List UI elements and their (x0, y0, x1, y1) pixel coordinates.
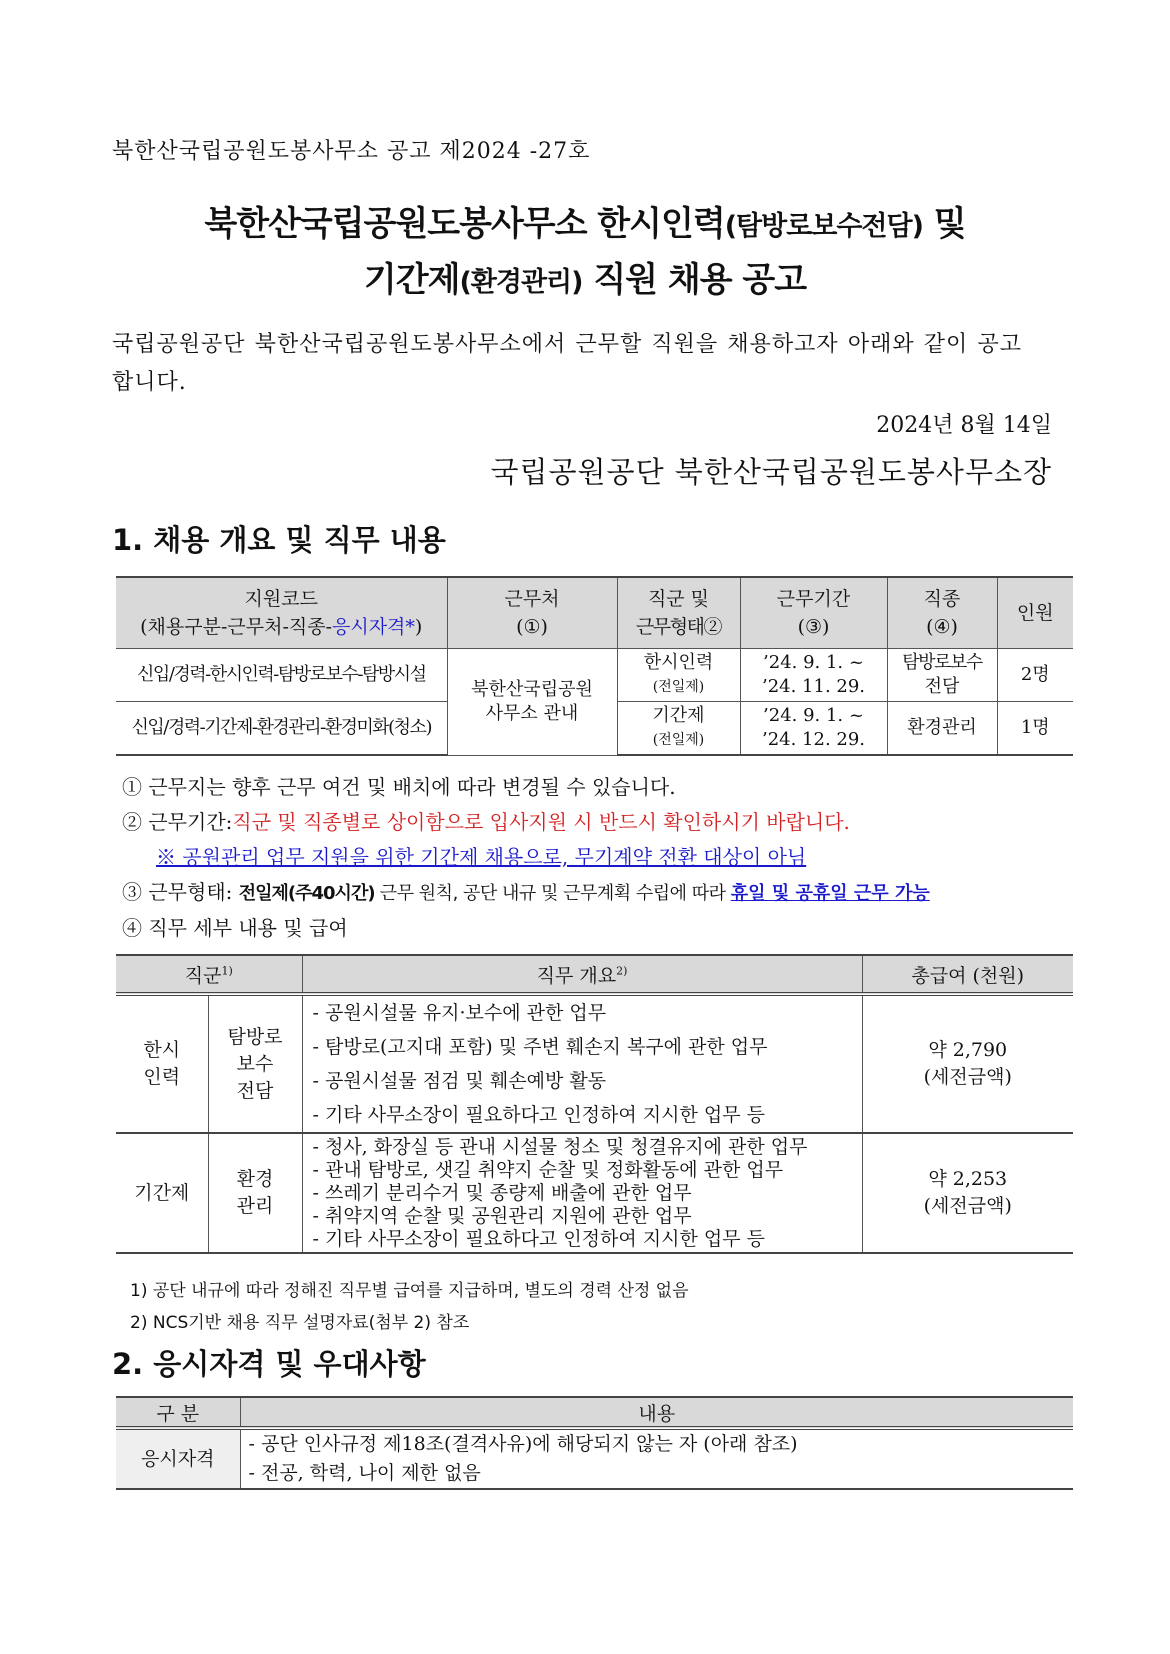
text: ’24. 9. 1. ~ (763, 705, 864, 726)
signer: 국립공원공단 북한산국립공원도봉사무소장 (490, 455, 1052, 489)
text: 근무형태② (636, 616, 721, 638)
header-code-line1: 지원코드 (244, 588, 318, 610)
header-code (116, 577, 447, 649)
text: 직종 (923, 588, 961, 610)
text: ③ 근무형태: (122, 880, 239, 904)
header-code-line2 (116, 613, 447, 641)
recruitment-overview-table (116, 576, 1073, 756)
cell-duties (302, 1133, 862, 1253)
text: ’24. 11. 29. (761, 676, 866, 697)
text: ② 근무기간: (122, 810, 233, 834)
title-part: 및 (922, 204, 966, 244)
text: (④) (926, 616, 958, 638)
text: 사무소 관내 (485, 702, 579, 724)
cell-jobgroup (617, 702, 740, 756)
cell-type (208, 1133, 302, 1253)
table-row (116, 1133, 1073, 1253)
title-part: 북한산국립공원도봉사무소 한시인력 (204, 204, 725, 244)
text: (전일제) (652, 679, 705, 695)
page-title-line2 (0, 252, 1170, 301)
cell-workplace (447, 649, 617, 756)
table-header-row (116, 577, 1073, 649)
text-blue: 응시자격* (332, 616, 415, 638)
footnote-ref: 1) (221, 964, 233, 978)
salary-note: (세전금액) (923, 1195, 1012, 1217)
footnote-2: 2) NCS기반 채용 직무 설명자료(첨부 2) 참조 (130, 1313, 470, 1333)
header-jobgroup (617, 577, 740, 649)
salary-note: (세전금액) (923, 1066, 1012, 1088)
text: 근무처 (504, 588, 560, 610)
cell-code: 신입/경력-기간제-환경관리-환경미화(청소) (116, 702, 447, 756)
text: 근무기간 (776, 588, 851, 610)
cell-duties (302, 994, 862, 1133)
text: 관리 (236, 1195, 274, 1217)
cell-type (208, 994, 302, 1133)
title-part-paren: (환경관리) (459, 267, 583, 298)
text-bold: 전일제(주40시간) (238, 883, 375, 904)
text-blue-underline: ※ 공원관리 업무 지원을 위한 기간제 채용으로, 무기계약 전환 대상이 아님 (156, 845, 807, 869)
section-heading-2: 2. 응시자격 및 우대사항 (112, 1347, 426, 1381)
notice-number: 북한산국립공원도봉사무소 공고 제2024 -27호 (112, 139, 591, 164)
overview-notes (122, 770, 930, 946)
text: 북한산국립공원 (471, 678, 593, 700)
table-row (116, 994, 1073, 1133)
note-1: ① 근무지는 향후 근무 여건 및 배치에 따라 변경될 수 있습니다. (122, 775, 676, 799)
text: 인력 (143, 1066, 181, 1088)
cell-jobtype: 환경관리 (887, 702, 997, 756)
notice-date: 2024년 8월 14일 (876, 413, 1052, 438)
footnote-ref: 2) (616, 964, 628, 978)
text: ) (414, 616, 423, 638)
cell-period (740, 702, 887, 756)
duty-item: - 쓰레기 분리수거 및 종량제 배출에 관한 업무 (312, 1181, 692, 1204)
footnote-1: 1) 공단 내규에 따라 정해진 직무별 급여를 지급하며, 별도의 경력 산정 없음 (130, 1281, 689, 1301)
text: 기간제 (652, 705, 705, 726)
text: 직무 개요 (536, 964, 617, 987)
title-part-paren: (탐방로보수전담) (724, 211, 923, 242)
text: 한시 (143, 1039, 181, 1061)
text: 직군 및 (647, 588, 710, 610)
table-row (116, 1428, 1073, 1489)
table-header-row (116, 955, 1073, 994)
duty-item: - 관내 탐방로, 샛길 취약지 순찰 및 정화활동에 관한 업무 (312, 1158, 784, 1181)
cell-period (740, 649, 887, 702)
duty-salary-table (116, 954, 1073, 1254)
duty-item: - 기타 사무소장이 필요하다고 인정하여 지시한 업무 등 (312, 1227, 765, 1250)
salary-value: 약 2,790 (928, 1039, 1008, 1061)
cell-salary (862, 994, 1073, 1133)
title-part: 직원 채용 공고 (582, 260, 807, 300)
header-workplace (447, 577, 617, 649)
text: (전일제) (652, 732, 705, 748)
text: (채용구분-근무처-직종- (140, 616, 332, 638)
header-content: 내용 (240, 1397, 1073, 1428)
text: 탐방로 (227, 1025, 283, 1048)
qualification-item: - 전공, 학력, 나이 제한 없음 (248, 1462, 481, 1484)
text: 직군 (184, 964, 222, 987)
title-part: 기간제 (363, 260, 460, 300)
note-3 (122, 875, 930, 911)
qualification-item: - 공단 인사규정 제18조(결격사유)에 해당되지 않는 자 (아래 참조) (248, 1433, 798, 1455)
cell-code: 신입/경력-한시인력-탐방로보수-탐방시설 (116, 649, 447, 702)
text-red: 직군 및 직종별로 상이함으로 입사지원 시 반드시 확인하시기 바랍니다. (232, 810, 850, 834)
text: 환경 (236, 1168, 274, 1190)
header-category: 구 분 (116, 1397, 240, 1428)
intro-paragraph: 국립공원공단 북한산국립공원도봉사무소에서 근무할 직원을 채용하고자 아래와 같이 공고합니다. (112, 332, 1022, 395)
cell-salary (862, 1133, 1073, 1253)
text: 근무 원칙, 공단 내규 및 근무계획 수립에 따라 (374, 883, 731, 904)
text: ’24. 12. 29. (761, 729, 866, 750)
duty-item: - 기타 사무소장이 필요하다고 인정하여 지시한 업무 등 (312, 1104, 765, 1126)
text: 한시인력 (643, 652, 714, 673)
text: 전담 (924, 676, 960, 697)
duty-item: - 청사, 화장실 등 관내 시설물 청소 및 청결유지에 관한 업무 (312, 1135, 808, 1158)
footnotes (130, 1275, 689, 1339)
cell-category: 응시자격 (116, 1428, 240, 1489)
table-header-row (116, 1397, 1073, 1428)
note-4: ④ 직무 세부 내용 및 급여 (122, 916, 348, 940)
cell-jobtype (887, 649, 997, 702)
duty-item: - 공원시설물 점검 및 훼손예방 활동 (312, 1070, 607, 1092)
duty-item: - 취약지역 순찰 및 공원관리 지원에 관한 업무 (312, 1204, 692, 1227)
header-jobtype (887, 577, 997, 649)
text-blue-underline: 휴일 및 공휴일 근무 가능 (730, 883, 930, 904)
header-count: 인원 (997, 577, 1073, 649)
cell-content (240, 1428, 1073, 1489)
header-salary: 총급여 (천원) (862, 955, 1073, 994)
header-summary (302, 955, 862, 994)
cell-jobgroup (617, 649, 740, 702)
note-2 (122, 805, 930, 840)
page-title-line1 (0, 196, 1170, 245)
cell-count: 2명 (997, 649, 1073, 702)
text: (①) (516, 616, 548, 638)
section-heading-1: 1. 채용 개요 및 직무 내용 (112, 523, 446, 557)
header-jobgroup (116, 955, 302, 994)
text: 보수 (236, 1052, 274, 1075)
note-2-sub (122, 840, 930, 875)
text: 전담 (236, 1079, 274, 1102)
cell-count: 1명 (997, 702, 1073, 756)
header-period (740, 577, 887, 649)
table-row (116, 649, 1073, 702)
duty-item: - 공원시설물 유지·보수에 관한 업무 (312, 1002, 607, 1024)
text: 탐방로보수 (902, 652, 982, 673)
text: (③) (797, 616, 830, 638)
salary-value: 약 2,253 (928, 1168, 1008, 1190)
qualification-table (116, 1396, 1073, 1490)
cell-group (116, 994, 208, 1133)
text: ’24. 9. 1. ~ (763, 652, 864, 673)
duty-item: - 탐방로(고지대 포함) 및 주변 훼손지 복구에 관한 업무 (312, 1036, 768, 1058)
cell-group: 기간제 (116, 1133, 208, 1253)
